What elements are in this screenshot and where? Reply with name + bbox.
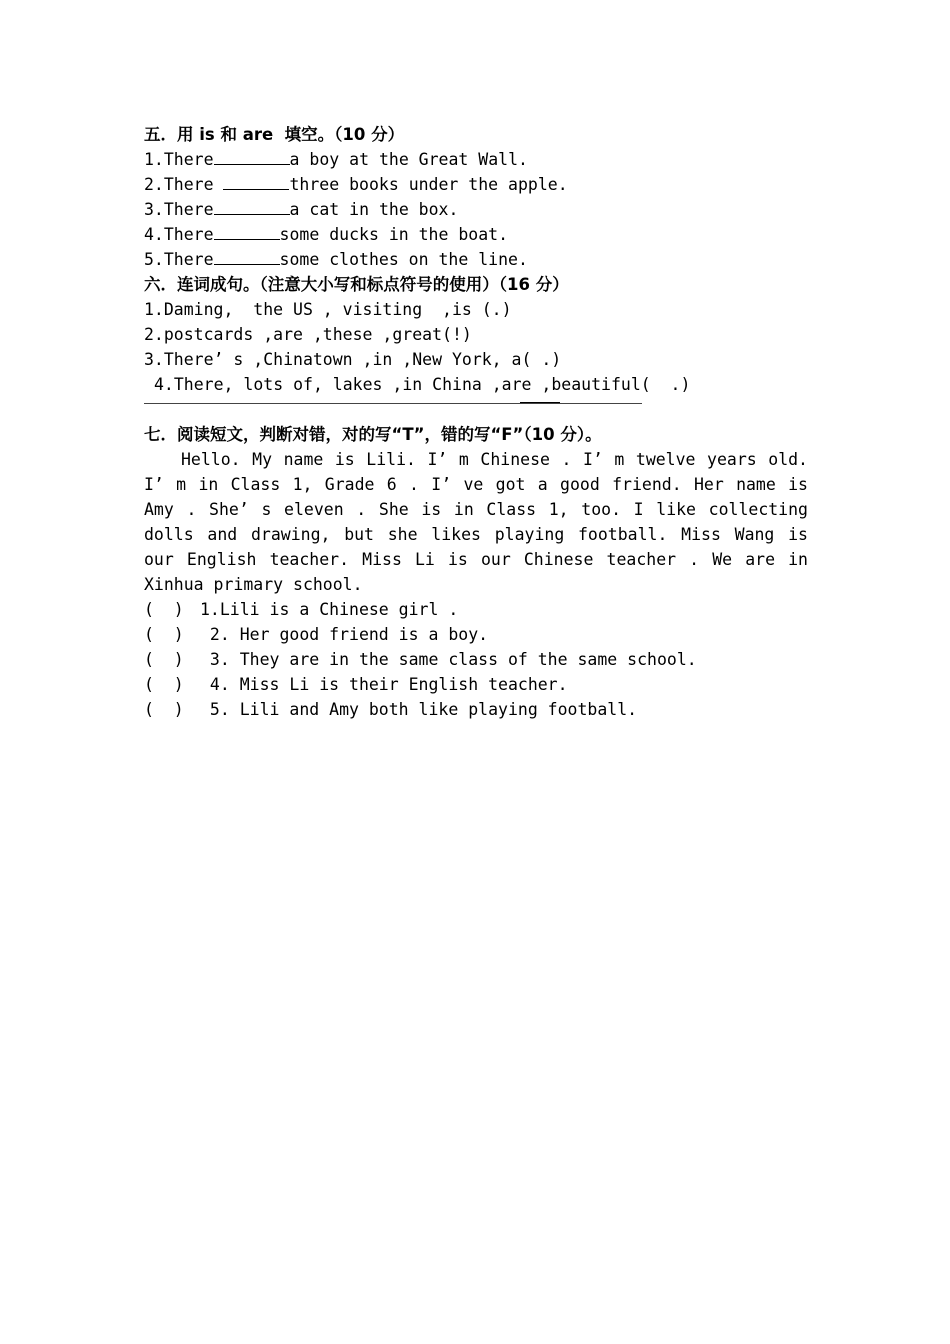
answer-writing-line[interactable]	[144, 397, 808, 422]
item-prefix: 3.There	[144, 200, 214, 219]
section-5-item-2	[144, 172, 808, 197]
answer-parentheses[interactable]: ( )	[144, 625, 184, 644]
statement-text: 1.Lili is a Chinese girl .	[200, 600, 459, 619]
true-false-item-2	[144, 622, 808, 647]
fill-blank[interactable]	[214, 248, 280, 265]
statement-text: 5. Lili and Amy both like playing football.	[200, 700, 638, 719]
section-6-item-3: 3.There’ s ,Chinatown ,in ,New York, a( .)	[144, 350, 562, 369]
answer-rule	[144, 403, 642, 404]
item-prefix: 5.There	[144, 250, 214, 269]
item-suffix: some ducks in the boat.	[279, 225, 509, 244]
answer-parentheses[interactable]: ( )	[144, 700, 184, 719]
section-6-item-4: 4.There, lots of, lakes ,in China ,are ,beautiful( .)	[154, 375, 691, 394]
true-false-item-4	[144, 672, 808, 697]
item-suffix: a boy at the Great Wall.	[289, 150, 528, 169]
true-false-item-1	[144, 597, 808, 622]
answer-parentheses[interactable]: ( )	[144, 650, 184, 669]
item-prefix: 2.There	[144, 175, 224, 194]
statement-text: 2. Her good friend is a boy.	[200, 625, 489, 644]
true-false-item-3	[144, 647, 808, 672]
reading-passage: Hello. My name is Lili. I’ m Chinese . I’ m twelve years old. I’ m in Class 1, Grade 6 . I’ ve got a good friend. Her name is Amy . She’ s eleven . She is in Class 1, too. I like collecting dolls and drawing, but she likes playing football. Miss Wang is our English teacher. Miss Li is our Chinese teacher . We are in Xinhua primary school.	[144, 450, 808, 594]
section-5-item-1	[144, 147, 808, 172]
item-prefix: 4.There	[144, 225, 214, 244]
item-suffix: a cat in the box.	[289, 200, 459, 219]
section-5-item-4	[144, 222, 808, 247]
worksheet-content	[144, 122, 808, 722]
true-false-item-5	[144, 697, 808, 722]
answer-parentheses[interactable]: ( )	[144, 675, 184, 694]
item-suffix: some clothes on the line.	[279, 250, 528, 269]
section-6-item-2: 2.postcards ,are ,these ,great(!)	[144, 325, 472, 344]
fill-blank[interactable]	[223, 173, 289, 190]
section-6-item-1: 1.Daming, the US , visiting ,is (.)	[144, 300, 512, 319]
fill-blank[interactable]	[214, 148, 290, 165]
fill-blank[interactable]	[214, 198, 290, 215]
answer-rule-segment	[520, 402, 560, 403]
section-5-item-5	[144, 247, 808, 272]
section-7-heading: 七．阅读短文，判断对错，对的写“T”，错的写“F”（10 分）。	[144, 425, 602, 444]
section-5-heading: 五．用 is 和 are 填空。（10 分）	[144, 125, 405, 144]
answer-parentheses[interactable]: ( )	[144, 600, 184, 619]
statement-text: 4. Miss Li is their English teacher.	[200, 675, 568, 694]
section-6-heading: 六．连词成句。（注意大小写和标点符号的使用）（16 分）	[144, 275, 569, 294]
fill-blank[interactable]	[214, 223, 280, 240]
item-prefix: 1.There	[144, 150, 214, 169]
section-5-item-3	[144, 197, 808, 222]
item-suffix: three books under the apple.	[289, 175, 568, 194]
statement-text: 3. They are in the same class of the same school.	[200, 650, 697, 669]
